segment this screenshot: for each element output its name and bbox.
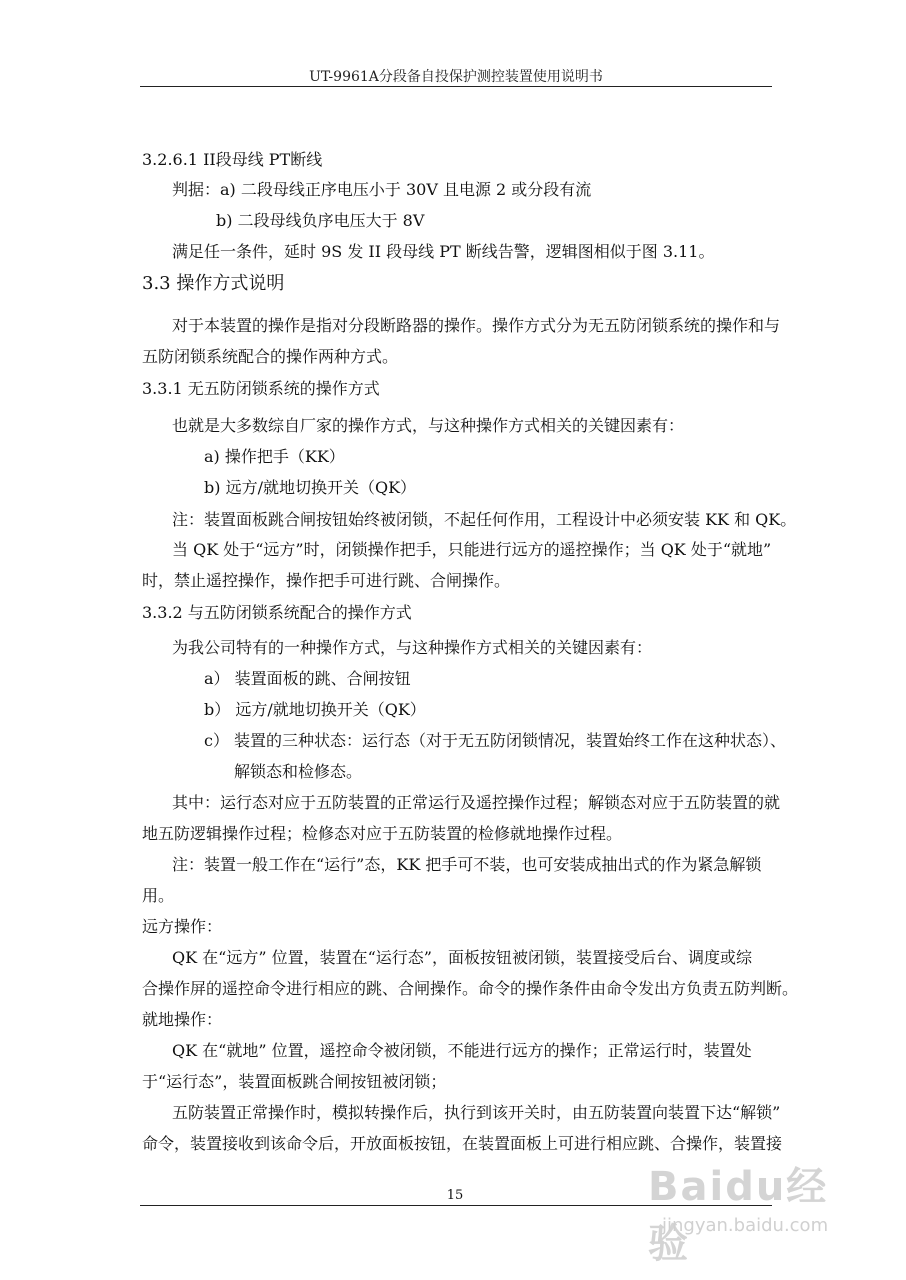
baidu-watermark bbox=[648, 1155, 868, 1267]
paragraph-line: 注：装置面板跳合闸按钮始终被闭锁，不起任何作用，工程设计中必须安装 KK 和 QK。 bbox=[172, 510, 797, 529]
section-heading: 3.3 操作方式说明 bbox=[142, 273, 285, 294]
running-header: UT-9961A分段备自投保护测控装置使用说明书 bbox=[309, 69, 603, 85]
paragraph-line: QK 在“就地” 位置，遥控命令被闭锁，不能进行远方的操作；正常运行时，装置处 bbox=[172, 1041, 752, 1060]
paragraph-line: QK 在“远方” 位置，装置在“运行态”，面板按钮被闭锁，装置接受后台、调度或综 bbox=[172, 948, 752, 967]
list-item: c） 装置的三种状态：运行态（对于无五防闭锁情况，装置始终工作在这种状态）、 bbox=[204, 731, 787, 750]
list-item: b) 二段母线负序电压大于 8V bbox=[216, 211, 425, 230]
paragraph-line: 注：装置一般工作在“运行”态，KK 把手可不装，也可安装成抽出式的作为紧急解锁 bbox=[172, 855, 762, 874]
list-item: a) 操作把手（KK） bbox=[204, 447, 345, 466]
paragraph-line: 判据：a) 二段母线正序电压小于 30V 且电源 2 或分段有流 bbox=[172, 180, 592, 199]
paragraph-line: 于“运行态”，装置面板跳合闸按钮被闭锁； bbox=[142, 1072, 447, 1091]
baidu-logo: Baidu经验 bbox=[648, 1164, 829, 1267]
paragraph-line: 满足任一条件，延时 9S 发 II 段母线 PT 断线告警，逻辑图相似于图 3.11。 bbox=[172, 242, 715, 261]
paragraph-line: 五防装置正常操作时，模拟转操作后，执行到该开关时，由五防装置向装置下达“解锁” bbox=[172, 1103, 781, 1122]
paragraph-line: 其中：运行态对应于五防装置的正常运行及遥控操作过程；解锁态对应于五防装置的就 bbox=[172, 793, 781, 812]
list-item: b) 远方/就地切换开关（QK） bbox=[204, 478, 417, 497]
paragraph-line: 为我公司特有的一种操作方式，与这种操作方式相关的关键因素有： bbox=[172, 638, 653, 657]
paragraph-heading: 远方操作： bbox=[142, 917, 223, 936]
subsection-heading: 3.3.1 无五防闭锁系统的操作方式 bbox=[142, 379, 380, 398]
paragraph-line: 时，禁止遥控操作，操作把手可进行跳、合闸操作。 bbox=[142, 571, 511, 590]
paragraph-heading: 就地操作： bbox=[142, 1010, 223, 1029]
paragraph-line: 合操作屏的遥控命令进行相应的跳、合闸操作。命令的操作条件由命令发出方负责五防判断。 bbox=[142, 979, 799, 998]
paragraph-line: 五防闭锁系统配合的操作两种方式。 bbox=[142, 347, 399, 366]
paragraph-line: 地五防逻辑操作过程；检修态对应于五防装置的检修就地操作过程。 bbox=[142, 824, 623, 843]
page-number: 15 bbox=[446, 1188, 464, 1203]
subsection-heading: 3.2.6.1 II段母线 PT断线 bbox=[142, 150, 323, 169]
paragraph-line: 命令，装置接收到该命令后，开放面板按钮，在装置面板上可进行相应跳、合操作，装置接 bbox=[142, 1134, 783, 1153]
list-item: b） 远方/就地切换开关（QK） bbox=[204, 700, 426, 719]
paragraph-line: 当 QK 处于“远方”时，闭锁操作把手，只能进行远方的遥控操作；当 QK 处于“就地” bbox=[172, 540, 772, 559]
list-item-continuation: 解锁态和检修态。 bbox=[234, 762, 363, 781]
paragraph-line: 也就是大多数综自厂家的操作方式，与这种操作方式相关的关键因素有： bbox=[172, 416, 685, 435]
watermark-url: jingyan.baidu.com bbox=[662, 1215, 829, 1236]
list-item: a） 装置面板的跳、合闸按钮 bbox=[204, 669, 411, 688]
paragraph-line: 用。 bbox=[142, 886, 175, 905]
header-rule bbox=[140, 86, 772, 87]
subsection-heading: 3.3.2 与五防闭锁系统配合的操作方式 bbox=[142, 603, 412, 622]
paragraph-line: 对于本装置的操作是指对分段断路器的操作。操作方式分为无五防闭锁系统的操作和与 bbox=[172, 316, 781, 335]
